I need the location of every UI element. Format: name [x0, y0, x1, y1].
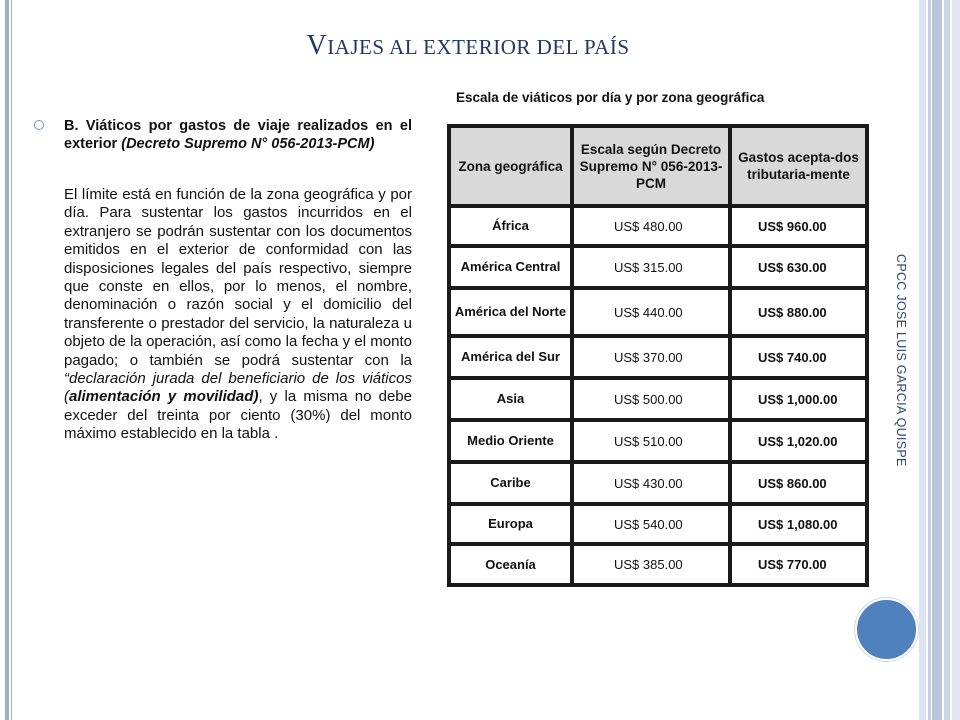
bullet-icon	[34, 120, 44, 130]
tax-cell: US$ 630.00	[732, 248, 865, 286]
author-vertical-text: CPCC JOSE LUIS GARCIA QUISPE	[894, 253, 908, 467]
table-header-tax: Gastos acepta-dos tributaria-mente	[732, 128, 865, 204]
tax-cell: US$ 860.00	[732, 464, 865, 502]
body-text-2: , y la misma no debe exceder del treinta por ciento (30%) del monto máximo establecido en la tabla .	[64, 388, 412, 443]
decree-cell: US$ 430.00	[574, 464, 728, 502]
decree-cell: US$ 440.00	[574, 290, 728, 334]
body-text-1: El límite está en función de la zona geográfica y por día. Para sustentar los gastos incurridos en el extranjero se podrán sustentar con los documentos emitidos en el exterior de conformidad con las disposiciones legales del país respectivo, siempre que conste en ellos, por lo menos, el nombre, denominación o razón social y el domicilio del transferente o prestador del servicio, la naturaleza u objeto de la operación, así como la fecha y el monto pagado; o también se podrá sustentar con la	[64, 186, 412, 369]
section-heading	[64, 118, 412, 153]
zone-cell: África	[451, 208, 570, 244]
section-heading-italic: (Decreto Supremo N° 056-2013-PCM)	[121, 135, 375, 152]
right-border-band	[952, 0, 960, 720]
table-caption: Escala de viáticos por día y por zona geográfica	[456, 90, 765, 105]
section-heading-plain: B. Viáticos por gastos de viaje realizados en el exterior	[64, 118, 412, 152]
body-text-quote: “declaración jurada del beneficiario de los viáticos (	[64, 370, 412, 406]
tax-cell: US$ 1,020.00	[732, 422, 865, 460]
zone-cell: Medio Oriente	[451, 422, 570, 460]
body-paragraph	[64, 186, 412, 444]
table-header-decree: Escala según Decreto Supremo N° 056-2013-PCM	[574, 128, 728, 204]
slide-title	[20, 30, 916, 62]
decree-cell: US$ 540.00	[574, 506, 728, 542]
slide-title-initial: V	[306, 30, 328, 61]
zone-cell: Europa	[451, 506, 570, 542]
decorative-circle	[855, 598, 918, 661]
decree-cell: US$ 315.00	[574, 248, 728, 286]
viaticos-table	[447, 124, 869, 587]
tax-cell: US$ 740.00	[732, 338, 865, 376]
right-border-band	[919, 0, 926, 720]
body-text-emphasis: alimentación y movilidad)	[69, 388, 259, 406]
table-header-zone: Zona geográfica	[451, 128, 570, 204]
zone-cell: Oceanía	[451, 546, 570, 583]
decree-cell: US$ 510.00	[574, 422, 728, 460]
tax-cell: US$ 880.00	[732, 290, 865, 334]
zone-cell: Caribe	[451, 464, 570, 502]
zone-cell: América del Sur	[451, 338, 570, 376]
left-border-line	[11, 0, 12, 720]
zone-cell: América del Norte	[451, 290, 570, 334]
decree-cell: US$ 370.00	[574, 338, 728, 376]
decree-cell: US$ 385.00	[574, 546, 728, 583]
left-border-line	[5, 0, 9, 720]
right-border-band	[944, 0, 950, 720]
zone-cell: América Central	[451, 248, 570, 286]
zone-cell: Asia	[451, 380, 570, 418]
tax-cell: US$ 1,000.00	[732, 380, 865, 418]
right-border-band	[932, 0, 942, 720]
right-border-band	[928, 0, 931, 720]
tax-cell: US$ 770.00	[732, 546, 865, 583]
tax-cell: US$ 1,080.00	[732, 506, 865, 542]
tax-cell: US$ 960.00	[732, 208, 865, 244]
decree-cell: US$ 500.00	[574, 380, 728, 418]
slide-title-rest: IAJES AL EXTERIOR DEL PAÍS	[327, 35, 630, 59]
decree-cell: US$ 480.00	[574, 208, 728, 244]
